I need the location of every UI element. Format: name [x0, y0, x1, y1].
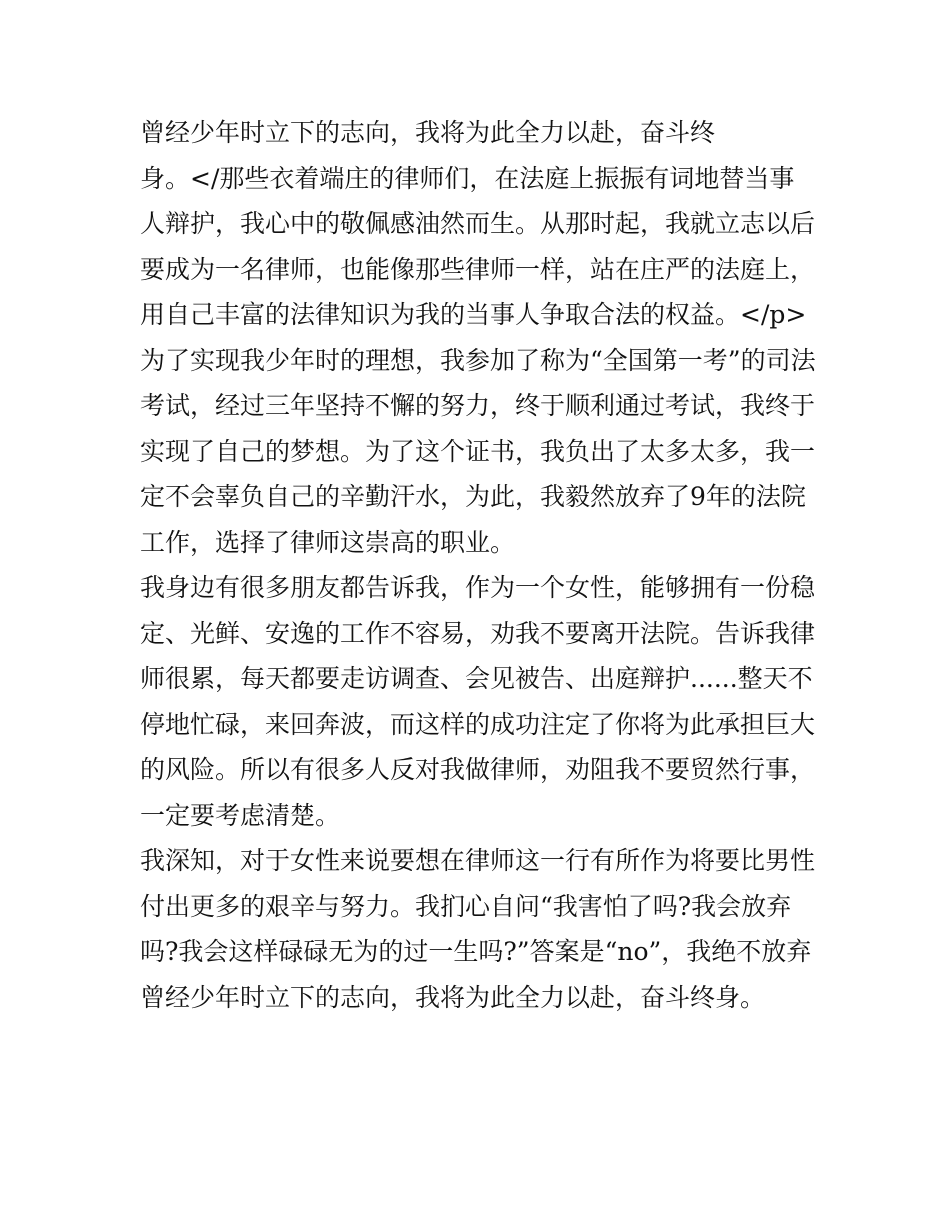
- text-line: 付出更多的艰辛与努力。我扪心自问“我害怕了吗?我会放弃: [140, 891, 792, 921]
- text-line: 考试，经过三年坚持不懈的努力，终于顺利通过考试，我终于: [140, 391, 816, 420]
- text-line: 一定要考虑清楚。: [140, 800, 341, 830]
- text-line: 师很累，每天都要走访调查、会见被告、出庭辩护......整天不: [140, 664, 813, 693]
- text-line: 停地忙碌，来回奔波，而这样的成功注定了你将为此承担巨大: [140, 709, 816, 739]
- text-line: 用自己丰富的法律知识为我的当事人争取合法的权益。</p>: [140, 300, 807, 329]
- text-line: 我深知，对于女性来说要想在律师这一行有所作为将要比男性: [140, 846, 816, 875]
- text-line: 为了实现我少年时的理想，我参加了称为“全国第一考”的司法: [140, 345, 816, 375]
- text-line: 的风险。所以有很多人反对我做律师，劝阻我不要贸然行事，: [140, 755, 816, 784]
- text-line: 定不会辜负自己的辛勤汗水，为此，我毅然放弃了9年的法院: [140, 482, 806, 511]
- text-line: 定、光鲜、安逸的工作不容易，劝我不要离开法院。告诉我律: [140, 618, 816, 648]
- text-line: 我身边有很多朋友都告诉我，作为一个女性，能够拥有一份稳: [140, 573, 816, 602]
- text-line: 吗?我会这样碌碌无为的过一生吗?”答案是“no”，我绝不放弃: [140, 937, 812, 966]
- body-text: [140, 110, 820, 1020]
- text-line: 曾经少年时立下的志向，我将为此全力以赴，奋斗终: [140, 118, 716, 147]
- text-line: 要成为一名律师，也能像那些律师一样，站在庄严的法庭上，: [140, 254, 816, 284]
- text-line: 实现了自己的梦想。为了这个证书，我负出了太多太多，我一: [140, 436, 816, 466]
- text-line: 工作，选择了律师这崇高的职业。: [140, 527, 516, 557]
- text-line: 身。</那些衣着端庄的律师们，在法庭上振振有词地替当事: [140, 163, 795, 193]
- text-line: 人辩护，我心中的敬佩感油然而生。从那时起，我就立志以后: [140, 209, 816, 238]
- text-line: 曾经少年时立下的志向，我将为此全力以赴，奋斗终身。: [140, 982, 766, 1012]
